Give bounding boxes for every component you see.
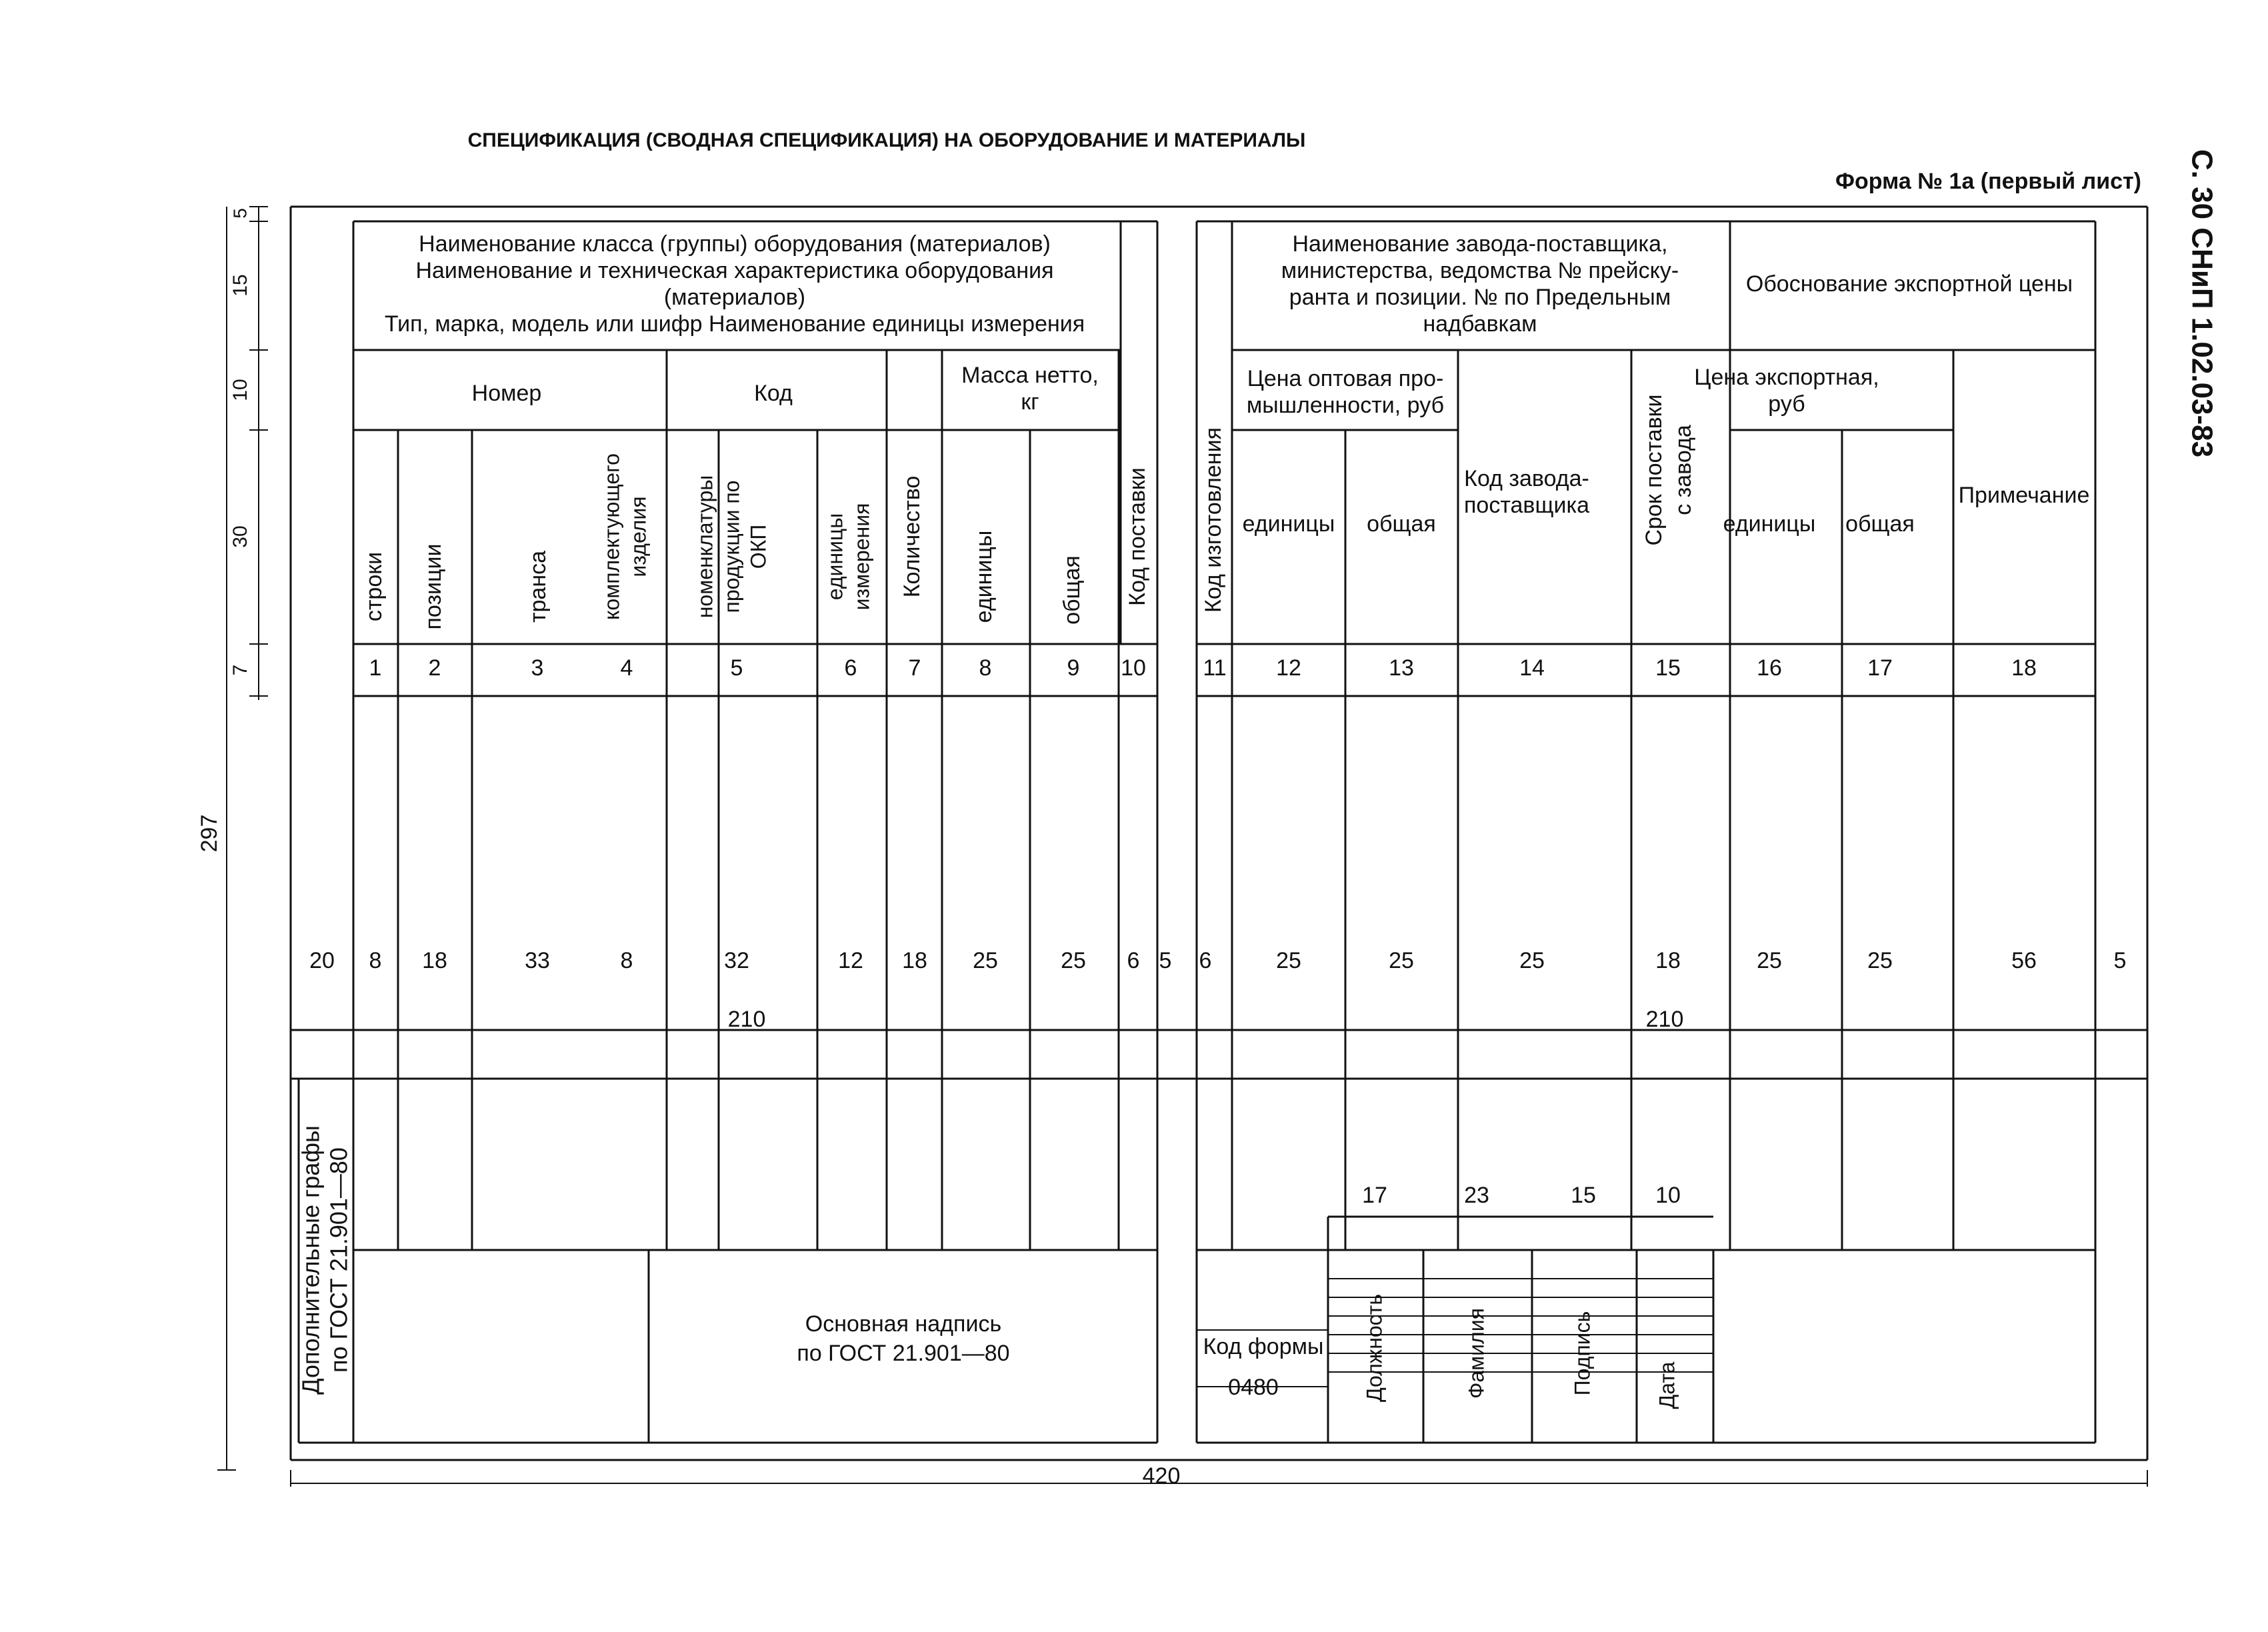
form-labels — [197, 129, 2218, 1489]
column-width: 12 — [838, 947, 863, 973]
left-top-heading: Наименование и техническая характеристика оборудования — [415, 257, 1054, 283]
column-number: 4 — [620, 655, 633, 681]
column-width: 6 — [1127, 947, 1140, 973]
dimension-width: 420 — [1142, 1463, 1181, 1489]
column-width: 8 — [620, 947, 633, 973]
column-number: 12 — [1276, 655, 1301, 681]
delivery-heading: Срок поставки — [1641, 394, 1667, 546]
sub-nomenkl: продукции по — [719, 480, 744, 613]
export-price-heading: руб — [1768, 391, 1805, 417]
column-width: 18 — [422, 947, 447, 973]
opt-price-heading: Цена оптовая про- — [1247, 365, 1444, 391]
column-width: 5 — [1159, 947, 1172, 973]
column-number: 8 — [979, 655, 992, 681]
column-number: 2 — [428, 655, 441, 681]
kod-postavki-heading: Код поставки — [1124, 467, 1150, 606]
delivery-heading: с завода — [1670, 425, 1696, 515]
massa-heading: Масса нетто, — [961, 362, 1099, 388]
dimension-row: 5 — [229, 208, 251, 219]
column-number: 7 — [908, 655, 921, 681]
column-width: 25 — [1757, 947, 1782, 973]
right-top-heading: Наименование завода-поставщика, — [1292, 231, 1668, 257]
column-width: 25 — [973, 947, 998, 973]
document-title: СПЕЦИФИКАЦИЯ (СВОДНАЯ СПЕЦИФИКАЦИЯ) НА ОБОРУДОВАНИЕ И МАТЕРИАЛЫ — [467, 129, 1306, 151]
export-basis-heading: Обоснование экспортной цены — [1745, 271, 2073, 297]
sub-edinicy-price: единицы — [1242, 511, 1335, 537]
column-number: 1 — [369, 655, 382, 681]
column-width: 33 — [525, 947, 550, 973]
sub-transa: транса — [525, 550, 551, 623]
sub-pozicii: позиции — [420, 543, 446, 630]
nomer-heading: Номер — [471, 380, 542, 406]
sub-obshaya: общая — [1059, 555, 1085, 625]
left-top-heading: Наименование класса (группы) оборудования (материалов) — [419, 231, 1051, 257]
column-number: 3 — [531, 655, 544, 681]
sub-edinicy-izm: единицы — [823, 513, 847, 601]
column-width: 25 — [1389, 947, 1414, 973]
stamp-width: 17 — [1362, 1182, 1387, 1208]
column-width: 25 — [1519, 947, 1545, 973]
column-number: 10 — [1121, 655, 1146, 681]
column-number: 17 — [1867, 655, 1893, 681]
right-top-heading: министерства, ведомства № прейску- — [1281, 257, 1679, 283]
stamp-width: 10 — [1655, 1182, 1681, 1208]
supplier-code-heading: Код завода- — [1464, 465, 1589, 491]
section-width-left: 210 — [727, 1006, 766, 1032]
dimension-row: 10 — [229, 379, 251, 401]
massa-heading: кг — [1021, 389, 1039, 415]
stamp-additional: Дополнительные графы — [297, 1125, 325, 1395]
column-width: 6 — [1199, 947, 1212, 973]
sub-stroki: строки — [361, 551, 387, 622]
column-width: 25 — [1276, 947, 1301, 973]
sub-nomenkl: ОКП — [746, 524, 771, 569]
column-width: 56 — [2011, 947, 2037, 973]
form-label: Форма № 1а (первый лист) — [1835, 168, 2141, 194]
right-top-heading: надбавкам — [1423, 311, 1537, 337]
stamp-form-code: 0480 — [1228, 1374, 1279, 1400]
stamp-main: по ГОСТ 21.901—80 — [797, 1340, 1010, 1366]
stamp-width: 23 — [1464, 1182, 1489, 1208]
dimension-row: 15 — [229, 274, 251, 297]
column-number: 6 — [844, 655, 857, 681]
kod-izgotovleniya-heading: Код изготовления — [1200, 427, 1226, 613]
sub-obshaya-export: общая — [1845, 511, 1915, 537]
opt-price-heading: мышленности, руб — [1246, 392, 1445, 418]
stamp-width: 15 — [1571, 1182, 1596, 1208]
stamp-familiya: Фамилия — [1464, 1308, 1489, 1399]
column-number: 16 — [1757, 655, 1782, 681]
dimension-row: 7 — [229, 664, 251, 676]
sub-edinicy-export: единицы — [1723, 511, 1816, 537]
kolichestvo-heading: Количество — [899, 475, 925, 598]
column-width: 25 — [1061, 947, 1086, 973]
column-number: 13 — [1389, 655, 1414, 681]
column-width: 8 — [369, 947, 382, 973]
right-top-heading: ранта и позиции. № по Предельным — [1289, 284, 1671, 310]
sub-edinicy-izm: измерения — [849, 503, 874, 611]
column-number: 15 — [1655, 655, 1681, 681]
column-number: 9 — [1067, 655, 1080, 681]
primechanie-heading: Примечание — [1958, 482, 2090, 508]
sub-kompl: изделия — [626, 496, 651, 577]
column-width: 25 — [1867, 947, 1893, 973]
sub-nomenkl: номенклатуры — [693, 475, 717, 619]
dimension-height: 297 — [196, 814, 222, 853]
column-width: 32 — [724, 947, 749, 973]
kod-heading: Код — [754, 380, 793, 406]
stamp-main: Основная надпись — [805, 1311, 1002, 1337]
page-reference: С. 30 СНиП 1.02.03-83 — [2185, 149, 2219, 458]
stamp-additional: по ГОСТ 21.901—80 — [325, 1147, 353, 1373]
sub-obshaya-price: общая — [1367, 511, 1436, 537]
column-width: 5 — [2113, 947, 2127, 973]
stamp-dolzhnost: Должность — [1362, 1294, 1387, 1402]
left-top-heading: Тип, марка, модель или шифр Наименование единицы измерения — [384, 311, 1085, 337]
dimension-row: 30 — [229, 525, 251, 548]
column-width: 18 — [902, 947, 927, 973]
sub-kompl: комплектующего — [599, 453, 624, 620]
column-number: 14 — [1519, 655, 1545, 681]
column-number: 11 — [1203, 655, 1227, 681]
stamp-form-code-label: Код формы — [1203, 1333, 1324, 1359]
column-width: 20 — [309, 947, 335, 973]
stamp-podpis: Подпись — [1570, 1311, 1595, 1396]
export-price-heading: Цена экспортная, — [1694, 364, 1879, 390]
supplier-code-heading: поставщика — [1464, 492, 1589, 518]
column-number: 18 — [2011, 655, 2037, 681]
stamp-data: Дата — [1655, 1361, 1679, 1409]
section-width-right: 210 — [1645, 1006, 1684, 1032]
left-top-heading: (материалов) — [663, 284, 806, 310]
sub-edinicy: единицы — [971, 530, 997, 623]
column-width: 18 — [1655, 947, 1681, 973]
column-number: 5 — [730, 655, 743, 681]
